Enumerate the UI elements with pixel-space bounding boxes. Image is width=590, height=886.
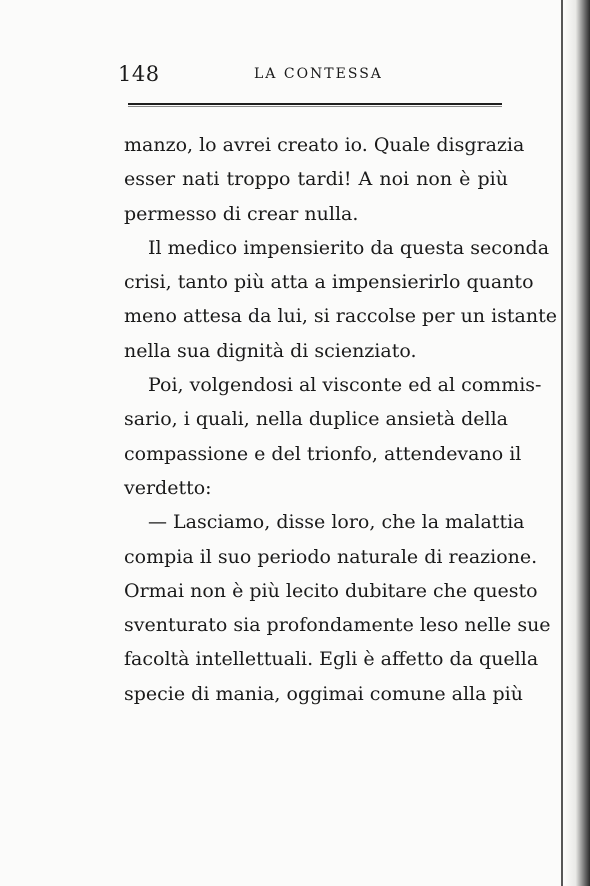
header-rule — [128, 103, 502, 105]
text-line: sario, i quali, nella duplice ansietà della — [124, 408, 508, 431]
page-edge-line — [561, 0, 563, 886]
header-rule-shadow — [128, 106, 502, 107]
text-line: Il medico impensierito da questa seconda — [148, 236, 550, 259]
text-line: manzo, lo avrei creato io. Quale disgrazia — [124, 134, 525, 156]
text-line: verdetto: — [124, 476, 212, 499]
page-number: 148 — [118, 62, 160, 86]
text-line: meno attesa da lui, si raccolse per un istante — [124, 305, 557, 328]
text-line: — Lasciamo, disse loro, che la malattia — [148, 511, 525, 534]
text-line: Ormai non è più lecito dubitare che questo — [124, 579, 538, 602]
text-line: specie di mania, oggimai comune alla più — [124, 682, 523, 705]
text-line: permesso di crear nulla. — [124, 202, 359, 225]
text-line: crisi, tanto più atta a impensierirlo quanto — [124, 271, 534, 294]
running-title: LA CONTESSA — [254, 66, 383, 82]
text-line: Poi, volgendosi al visconte ed al commis- — [148, 374, 542, 397]
text-line: compia il suo periodo naturale di reazione. — [124, 545, 538, 568]
text-line: compassione e del trionfo, attendevano il — [124, 442, 522, 465]
text-line: facoltà intellettuali. Egli è affetto da quella — [124, 648, 539, 671]
page-edge-shadow — [564, 0, 590, 886]
text-line: nella sua dignità di scienziato. — [124, 339, 417, 362]
text-line: sventurato sia profondamente leso nelle sue — [124, 614, 551, 637]
body-text — [124, 128, 557, 711]
text-line: esser nati troppo tardi! A noi non è più — [124, 168, 508, 191]
